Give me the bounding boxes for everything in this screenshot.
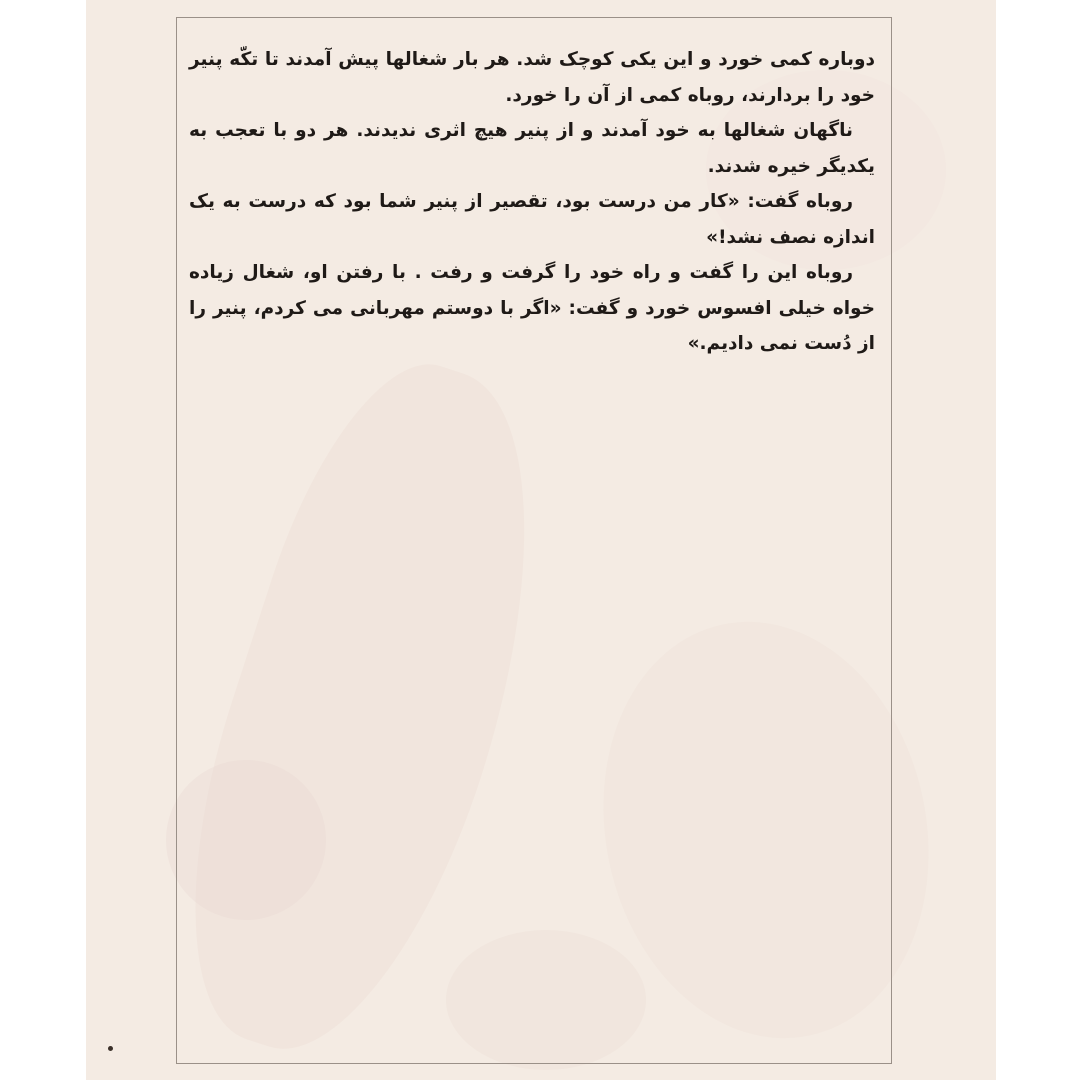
paragraph-4: روباه این را گفت و راه خود را گرفت و رفت . با رفتن او، شغال زیاده خواه خیلی افسوس خورد و گفت: «اگر با دوستم مهربانی می کردم، پنیر را از دُست نمی دادیم.» xyxy=(189,262,875,354)
paragraph-3: روباه گفت: «کار من درست بود، تقصیر از پنیر شما بود که درست به یک اندازه نصف نشد!» xyxy=(189,191,875,248)
story-text xyxy=(177,42,893,362)
paragraph-1: دوباره کمی خورد و این یکی کوچک شد. هر بار شغالها پیش آمدند تا تکّه پنیر خود را بردارند، روباه کمی از آن را خورد. xyxy=(189,49,875,106)
paragraph-2: ناگهان شغالها به خود آمدند و از پنیر هیچ اثری ندیدند. هر دو با تعجب به یکدیگر خیره شدند. xyxy=(189,120,875,177)
page-speck xyxy=(108,1046,113,1051)
